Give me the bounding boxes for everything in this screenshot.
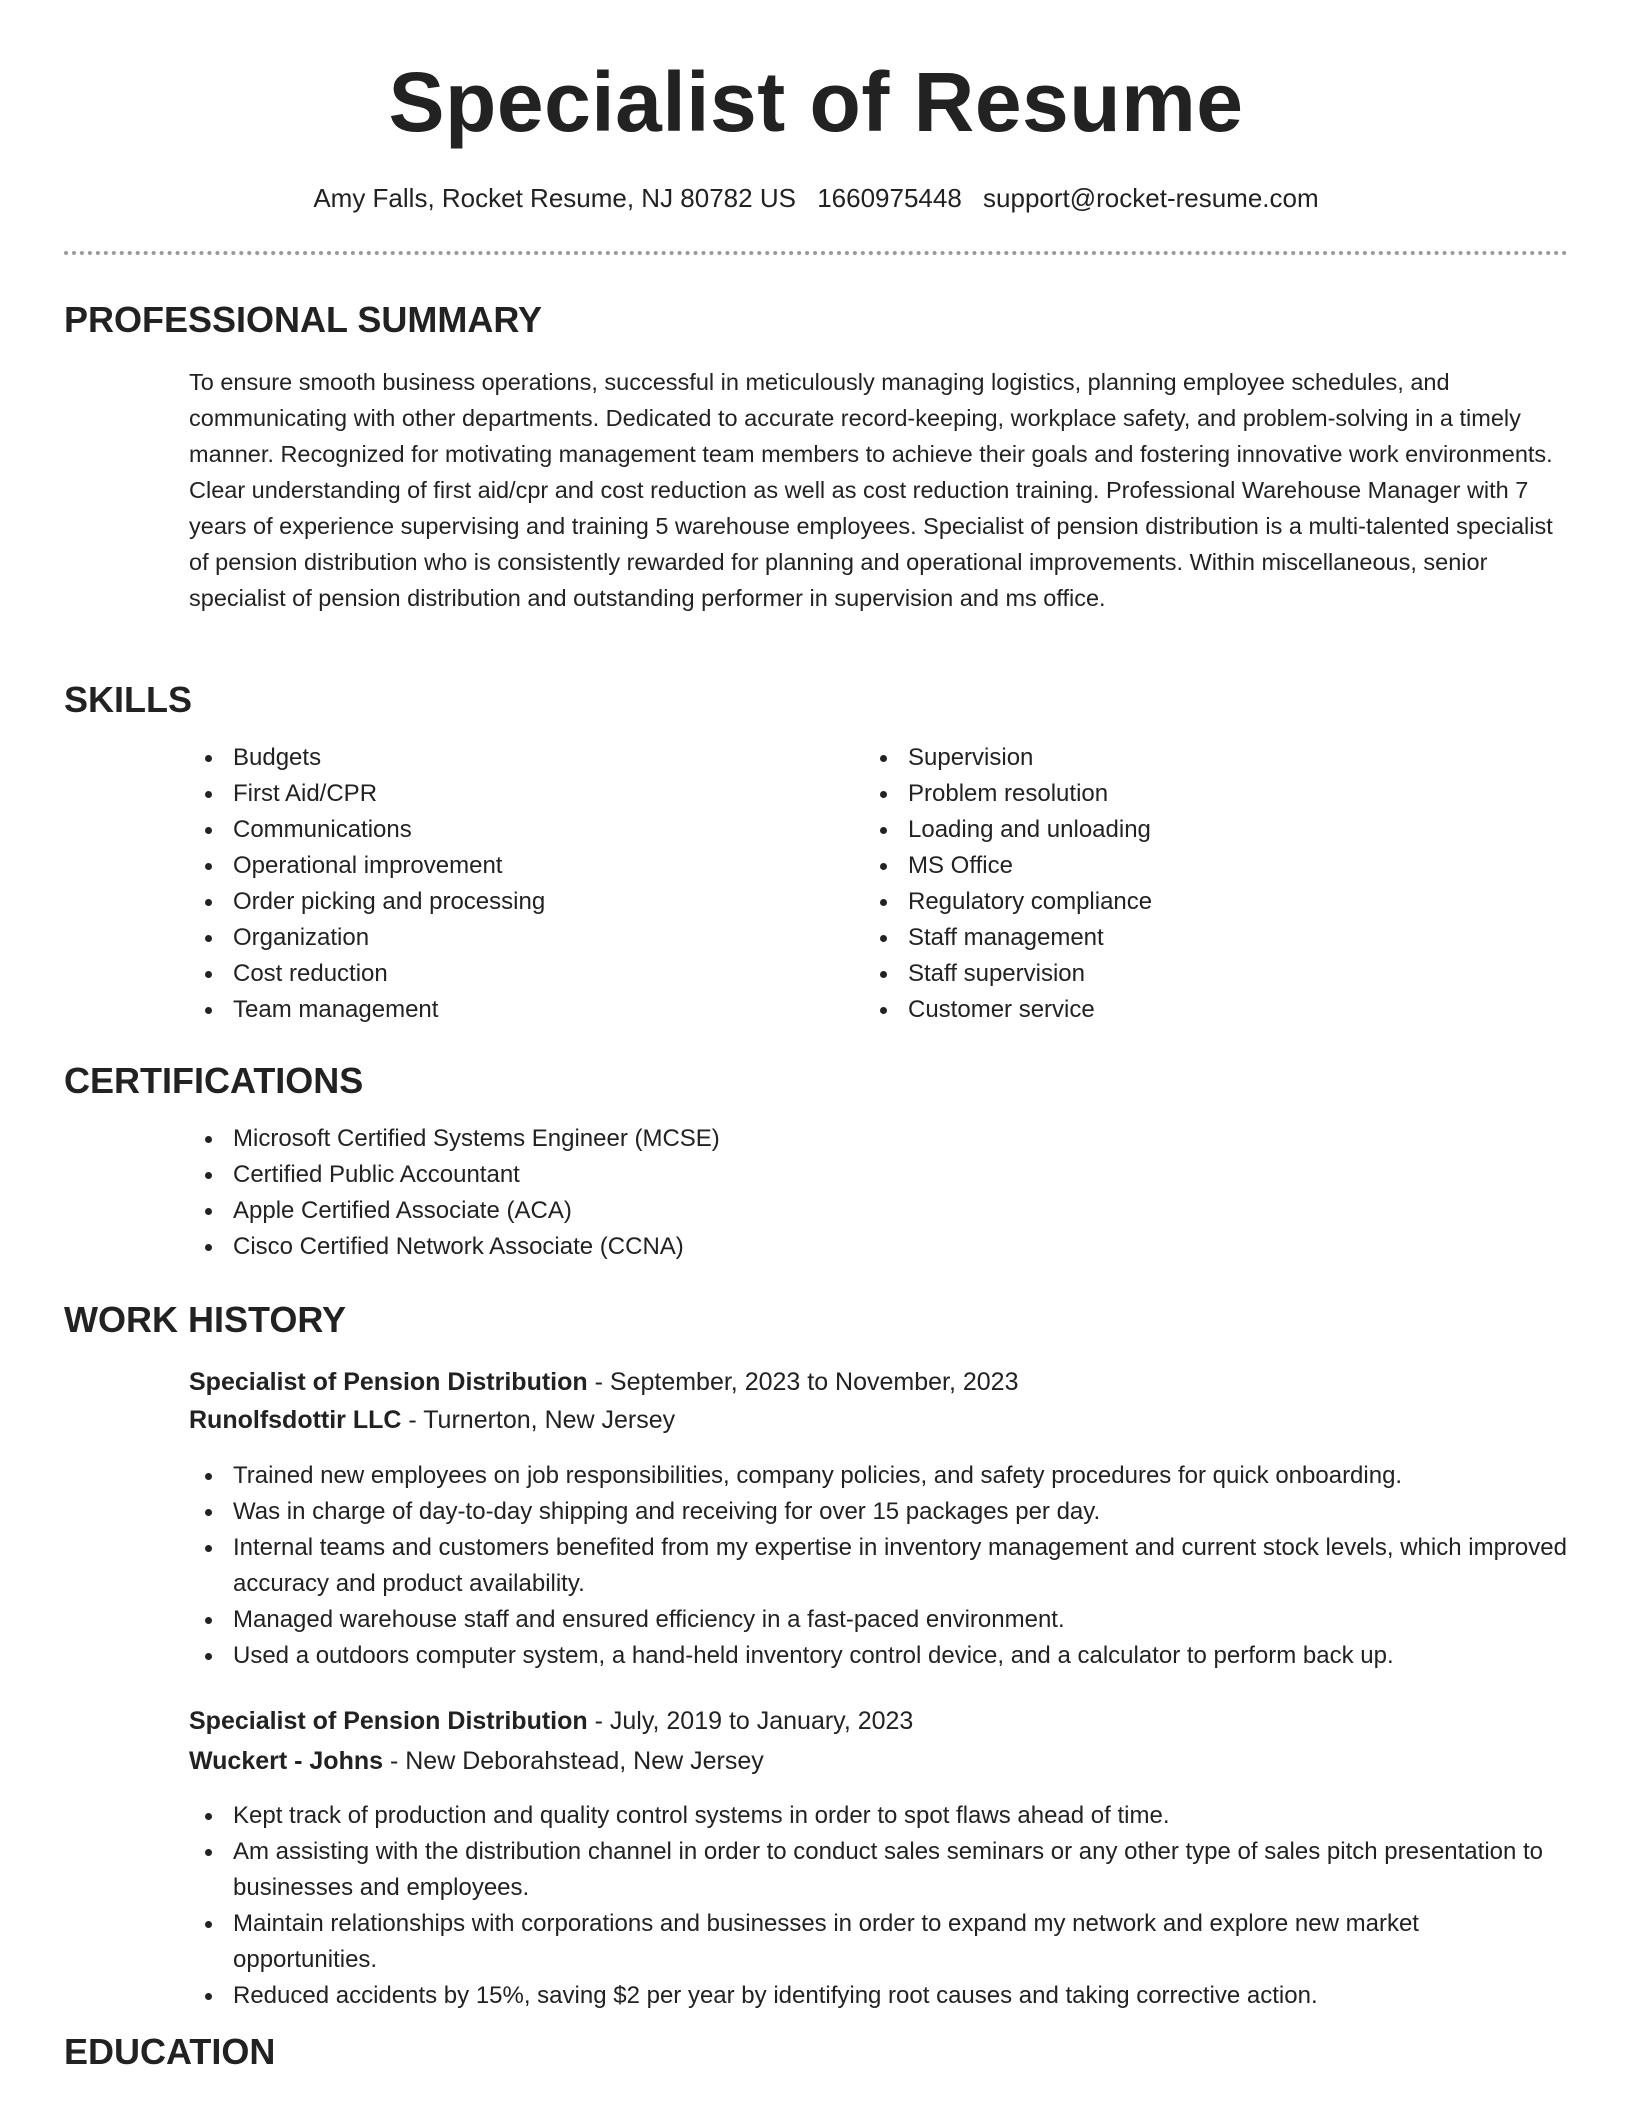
list-item: Customer service	[864, 992, 1504, 1028]
job-company-line	[189, 1743, 764, 1779]
list-item: First Aid/CPR	[189, 776, 829, 812]
skills-list-left	[189, 740, 829, 1028]
list-item: Team management	[189, 992, 829, 1028]
list-item: Order picking and processing	[189, 884, 829, 920]
contact-line	[0, 180, 1632, 216]
contact-address: Amy Falls, Rocket Resume, NJ 80782 US	[313, 183, 796, 213]
job-bullets	[189, 1798, 1569, 2014]
list-item: Staff supervision	[864, 956, 1504, 992]
list-item: Microsoft Certified Systems Engineer (MCSE)	[189, 1121, 1549, 1157]
list-item: MS Office	[864, 848, 1504, 884]
work-history-heading: WORK HISTORY	[64, 1299, 347, 1340]
job-location: - New Deborahstead, New Jersey	[383, 1747, 764, 1775]
list-item: Regulatory compliance	[864, 884, 1504, 920]
job-title: Specialist of Pension Distribution	[189, 1707, 588, 1735]
skills-heading: SKILLS	[64, 679, 193, 720]
list-item: Managed warehouse staff and ensured efficiency in a fast-paced environment.	[189, 1602, 1569, 1638]
list-item: Loading and unloading	[864, 812, 1504, 848]
job-company: Wuckert - Johns	[189, 1747, 384, 1775]
contact-phone: 1660975448	[817, 183, 962, 213]
job-dates: - September, 2023 to November, 2023	[587, 1368, 1019, 1396]
certifications-heading: CERTIFICATIONS	[64, 1060, 364, 1101]
list-item: Cost reduction	[189, 956, 829, 992]
list-item: Was in charge of day-to-day shipping and receiving for over 15 packages per day.	[189, 1494, 1569, 1530]
certifications-list	[189, 1121, 1549, 1265]
summary-text: To ensure smooth business operations, successful in meticulously managing logistics, planning employee schedules, and communicating with other departments. Dedicated to accurate record-keeping, workplace safety, and problem-solving in a timely manner. Recognized for motivating management team members to achieve their goals and fostering innovative work environments. Clear understanding of first aid/cpr and cost reduction as well as cost reduction training. Professional Warehouse Manager with 7 years of experience supervising and training 5 warehouse employees. Specialist of pension distribution is a multi-talented specialist of pension distribution who is consistently rewarded for planning and operational improvements. Within miscellaneous, senior specialist of pension distribution and outstanding performer in supervision and ms office.	[189, 369, 1553, 611]
list-item: Apple Certified Associate (ACA)	[189, 1193, 1549, 1229]
job-location: - Turnerton, New Jersey	[401, 1406, 676, 1434]
list-item: Communications	[189, 812, 829, 848]
job-title-line	[189, 1364, 1019, 1400]
list-item: Problem resolution	[864, 776, 1504, 812]
header-divider	[64, 251, 1568, 255]
list-item: Maintain relationships with corporations and businesses in order to expand my network and explore new market opportunities.	[189, 1906, 1569, 1978]
job-bullets	[189, 1458, 1569, 1674]
list-item: Internal teams and customers benefited from my expertise in inventory management and current stock levels, which improved accuracy and product availability.	[189, 1530, 1569, 1602]
education-heading: EDUCATION	[64, 2031, 276, 2072]
list-item: Trained new employees on job responsibilities, company policies, and safety procedures for quick onboarding.	[189, 1458, 1569, 1494]
list-item: Kept track of production and quality control systems in order to spot flaws ahead of time.	[189, 1798, 1569, 1834]
contact-email: support@rocket-resume.com	[983, 183, 1319, 213]
job-company-line	[189, 1402, 675, 1438]
list-item: Supervision	[864, 740, 1504, 776]
list-item: Budgets	[189, 740, 829, 776]
list-item: Organization	[189, 920, 829, 956]
list-item: Reduced accidents by 15%, saving $2 per year by identifying root causes and taking corrective action.	[189, 1978, 1569, 2014]
list-item: Am assisting with the distribution channel in order to conduct sales seminars or any other type of sales pitch presentation to businesses and employees.	[189, 1834, 1569, 1906]
list-item: Operational improvement	[189, 848, 829, 884]
list-item: Used a outdoors computer system, a hand-held inventory control device, and a calculator to perform back up.	[189, 1638, 1569, 1674]
list-item: Certified Public Accountant	[189, 1157, 1549, 1193]
job-company: Runolfsdottir LLC	[189, 1406, 402, 1434]
job-dates: - July, 2019 to January, 2023	[587, 1707, 914, 1735]
list-item: Staff management	[864, 920, 1504, 956]
skills-list-right	[864, 740, 1504, 1028]
page-title: Specialist of Resume	[388, 55, 1244, 149]
list-item: Cisco Certified Network Associate (CCNA)	[189, 1229, 1549, 1265]
job-title-line	[189, 1703, 913, 1739]
job-title: Specialist of Pension Distribution	[189, 1368, 588, 1396]
summary-heading: PROFESSIONAL SUMMARY	[64, 299, 543, 340]
